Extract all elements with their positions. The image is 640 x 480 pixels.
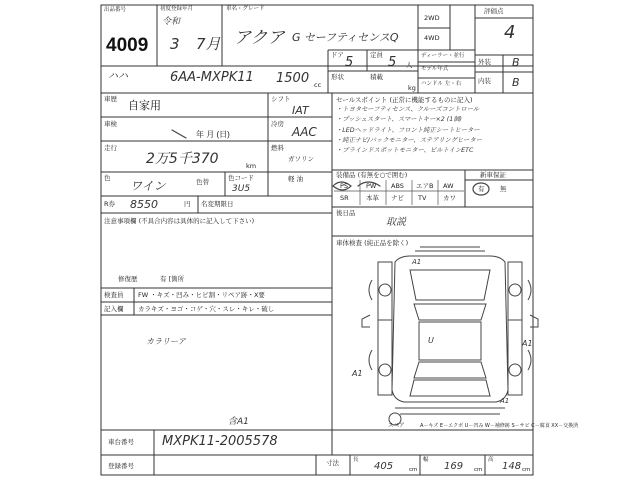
- inspection-label: 車検: [104, 120, 117, 128]
- repair-location-label: 有 [箇所: [160, 275, 185, 283]
- spare-label: スペア: [388, 423, 405, 429]
- inspector-label: 検査員: [104, 291, 124, 299]
- plate-label: 登録番号: [108, 462, 134, 470]
- usage: 自家用: [128, 100, 161, 112]
- height: 148: [502, 461, 522, 472]
- interior-grade: B: [512, 76, 520, 89]
- rating: 4: [504, 22, 516, 43]
- ac-label: 冷房: [271, 120, 284, 128]
- ac: AAC: [292, 125, 317, 139]
- notes-label: 注意事項欄 (不具合内容は具体的に記入して下さい): [104, 217, 255, 225]
- 4wd-label: 4WD: [424, 34, 440, 42]
- shift: IAT: [292, 104, 309, 117]
- fw-legend: FW ・キズ・凹み・ヒビ割・リペア跡・X要: [138, 291, 265, 299]
- entry-label: 記入欄: [104, 305, 124, 313]
- km-unit: km: [246, 162, 257, 170]
- recycle-fee: 8550: [130, 198, 158, 211]
- width: 169: [444, 461, 464, 472]
- model-code: 6AA-MXPK11: [170, 70, 254, 85]
- recycle-label: R券: [104, 200, 116, 208]
- color-code-label: 色コード: [228, 174, 254, 182]
- model-prefix: ハハ: [108, 71, 128, 82]
- displacement: 1500: [276, 71, 310, 86]
- car-name-label: 車名・グレード: [226, 6, 265, 12]
- door-label: ドア: [331, 51, 344, 59]
- seats: 5: [388, 55, 397, 70]
- car-body-diagram: [362, 247, 538, 425]
- model-year-label: モデル年式: [421, 66, 449, 72]
- history-label: 車歴: [104, 95, 117, 103]
- fuel-label: 燃料: [271, 144, 284, 152]
- exterior-grade: B: [512, 56, 520, 69]
- sales-points-label: セールスポイント (正常に機能するものに記入): [336, 96, 473, 104]
- equipment-item: カワ: [443, 194, 456, 202]
- shift-label: シフト: [271, 95, 291, 103]
- equipment-item: SR: [340, 194, 349, 202]
- equipment-item: AW: [443, 182, 454, 190]
- interior-label: 内装: [478, 77, 491, 85]
- sales-point: ・LEDヘッドライト、フロント純正シートヒーター: [336, 126, 480, 134]
- inspection: 年 月 (日): [196, 130, 230, 139]
- equipment-item: 本革: [366, 194, 379, 202]
- equipment-label: 装備品 (有無を○で囲む): [336, 171, 408, 179]
- fuel: ガソリン: [288, 155, 314, 163]
- equipment-item: ABS: [391, 182, 404, 190]
- kg-unit: kg: [408, 84, 416, 92]
- rating-label: 評価点: [484, 7, 504, 15]
- lot-label: 出品番号: [104, 7, 127, 13]
- damage-mark: A1: [352, 369, 363, 378]
- accessories-label: 後日品: [336, 209, 356, 217]
- equipment-item: ナビ: [391, 194, 404, 202]
- length-label: 長: [353, 457, 359, 463]
- seats-label: 定員: [370, 51, 383, 59]
- handwritten-note: カラリーア: [146, 337, 186, 346]
- damage-mark: A1: [500, 397, 510, 405]
- doors: 5: [345, 55, 354, 70]
- chassis-label: 車台番号: [108, 438, 134, 446]
- diesel-label: 軽 油: [288, 175, 304, 183]
- cm-unit: cm: [522, 467, 531, 473]
- damage-legend: A－キズ E－エクボ U－凹み W－補修跡 S－サビ C－腐食 XX－交換済: [420, 423, 579, 429]
- w-legend: カラキズ・ヨゴ・コゲ・穴・スレ・キレ・破し: [138, 305, 275, 313]
- sales-point: ・トヨタセーフティセンス、クルーズコントロール: [336, 106, 480, 113]
- color-code: 3U5: [232, 184, 251, 194]
- handwritten-top: 含A1: [228, 417, 249, 427]
- mileage-label: 走行: [104, 144, 117, 152]
- handle-label: ハンドル 左・右: [421, 81, 462, 87]
- 2wd-label: 2WD: [424, 14, 440, 22]
- chassis-number: MXPK11-2005578: [162, 434, 278, 449]
- manual-note: 取説: [386, 217, 406, 228]
- title-change-label: 名変期限日: [201, 200, 234, 208]
- color: ワイン: [130, 179, 166, 193]
- grade: G セーフティセンスQ: [292, 31, 399, 44]
- warranty-yes: 有: [478, 185, 485, 193]
- lot-number: 4009: [106, 35, 149, 56]
- equipment-item: PS: [340, 182, 349, 190]
- color-change-label: 色替: [196, 178, 209, 186]
- length: 405: [374, 461, 394, 472]
- sales-points-list: [336, 107, 530, 154]
- damage-mark: U: [428, 336, 434, 345]
- era: 令和: [162, 17, 181, 27]
- dimensions-label: 寸法: [326, 459, 339, 467]
- body-diagram-label: 車体検査 (純正品を除く): [336, 239, 409, 247]
- yen-unit: 円: [184, 200, 191, 208]
- cc-unit: cc: [314, 81, 322, 89]
- damage-mark: A1: [522, 339, 533, 348]
- car-name: アクア: [234, 28, 285, 48]
- load-label: 積載: [370, 73, 383, 81]
- height-label: 高: [488, 457, 494, 463]
- color-label: 色: [104, 174, 111, 182]
- sales-point: ・ブラインドスポットモニター、ビルトインETC: [336, 147, 474, 155]
- width-label: 幅: [423, 457, 429, 463]
- registration-month: 7月: [196, 35, 221, 53]
- first-registration-label: 初度登録年月: [160, 6, 194, 12]
- person-unit: 人: [406, 61, 413, 69]
- equipment-item: エアB: [416, 182, 434, 190]
- exterior-label: 外装: [478, 58, 491, 66]
- new-warranty-label: 新車保証: [480, 171, 506, 179]
- dealer-label: ディーラー・並行: [421, 53, 465, 59]
- shape-label: 形状: [331, 73, 344, 81]
- equipment-item: PW: [366, 182, 377, 190]
- damage-mark: A1: [412, 258, 422, 266]
- warranty-no: 無: [500, 185, 507, 193]
- cm-unit: cm: [409, 467, 418, 473]
- repair-history-label: 修復歴: [118, 275, 138, 283]
- mileage: 2万5千370: [146, 151, 219, 167]
- equipment-item: TV: [418, 194, 427, 202]
- registration-year: 3: [170, 35, 180, 53]
- sales-point: ・プッシュスタート、スマートキー×2 (1個): [336, 116, 462, 124]
- sales-point: ・純正ナビ/バックモニター、ステアリングヒーター: [336, 136, 482, 144]
- cm-unit: cm: [474, 467, 483, 473]
